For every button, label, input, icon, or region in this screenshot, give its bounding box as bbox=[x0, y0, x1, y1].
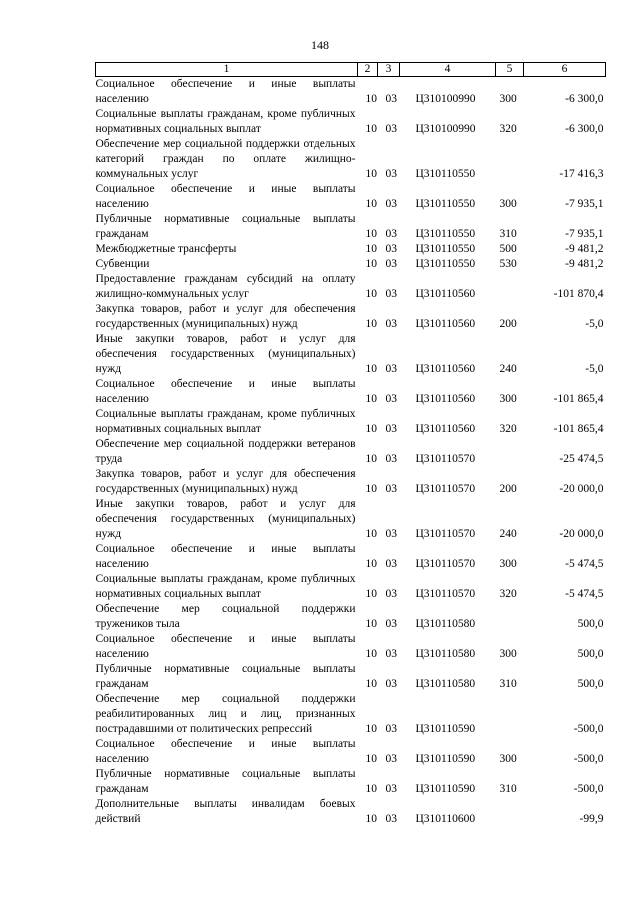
target-article-cell: Ц310110590 bbox=[415, 783, 476, 795]
expense-type-cell: 300 bbox=[499, 198, 517, 210]
row-name-cell: Социальные выплаты гражданам, кроме публичных нормативных социальных выплат bbox=[95, 108, 356, 135]
expense-type-cell bbox=[496, 602, 524, 632]
target-article-cell: Ц310110550 bbox=[415, 228, 476, 240]
subsection-code-cell: 03 bbox=[385, 528, 397, 540]
section-code-cell: 10 bbox=[365, 783, 377, 795]
table-row bbox=[96, 467, 606, 497]
row-name-cell: Межбюджетные трансферты bbox=[95, 243, 237, 255]
subsection-code-cell: 03 bbox=[385, 678, 397, 690]
expense-type-cell bbox=[496, 797, 524, 827]
target-article-cell: Ц310100990 bbox=[415, 93, 476, 105]
expense-type-cell bbox=[496, 437, 524, 467]
amount-cell: -9 481,2 bbox=[565, 243, 604, 255]
expense-type-cell: 320 bbox=[499, 123, 517, 135]
table-row bbox=[96, 437, 606, 467]
row-name-cell: Публичные нормативные социальные выплаты гражданам bbox=[95, 213, 356, 240]
target-article-cell: Ц310110570 bbox=[415, 558, 476, 570]
amount-cell: -6 300,0 bbox=[565, 93, 604, 105]
section-code-cell: 10 bbox=[365, 198, 377, 210]
amount-cell: -6 300,0 bbox=[565, 123, 604, 135]
amount-cell: -9 481,2 bbox=[565, 258, 604, 270]
table-body bbox=[96, 77, 606, 828]
expense-type-cell: 300 bbox=[499, 93, 517, 105]
table-row bbox=[96, 407, 606, 437]
target-article-cell: Ц310110560 bbox=[415, 363, 476, 375]
column-header-4: 4 bbox=[400, 63, 496, 77]
expense-type-cell: 200 bbox=[499, 318, 517, 330]
row-name-cell: Закупка товаров, работ и услуг для обеспечения государственных (муниципальных) нужд bbox=[95, 468, 356, 495]
amount-cell: -101 865,4 bbox=[553, 393, 604, 405]
table-row bbox=[96, 302, 606, 332]
row-name-cell: Обеспечение мер социальной поддержки ветеранов труда bbox=[95, 438, 356, 465]
row-name-cell: Социальное обеспечение и иные выплаты населению bbox=[95, 543, 356, 570]
expense-type-cell: 300 bbox=[499, 393, 517, 405]
amount-cell: -500,0 bbox=[573, 723, 604, 735]
table-row bbox=[96, 737, 606, 767]
amount-cell: 500,0 bbox=[577, 648, 604, 660]
section-code-cell: 10 bbox=[365, 93, 377, 105]
section-code-cell: 10 bbox=[365, 318, 377, 330]
target-article-cell: Ц310110550 bbox=[415, 258, 476, 270]
expense-type-cell: 530 bbox=[499, 258, 517, 270]
expense-type-cell: 310 bbox=[499, 678, 517, 690]
row-name-cell: Социальное обеспечение и иные выплаты населению bbox=[95, 78, 356, 105]
section-code-cell: 10 bbox=[365, 393, 377, 405]
column-header-1: 1 bbox=[96, 63, 358, 77]
subsection-code-cell: 03 bbox=[385, 618, 397, 630]
subsection-code-cell: 03 bbox=[385, 318, 397, 330]
table-row bbox=[96, 212, 606, 242]
section-code-cell: 10 bbox=[365, 288, 377, 300]
amount-cell: -17 416,3 bbox=[559, 168, 604, 180]
amount-cell: -5 474,5 bbox=[565, 558, 604, 570]
budget-table bbox=[95, 62, 606, 827]
section-code-cell: 10 bbox=[365, 423, 377, 435]
expense-type-cell: 200 bbox=[499, 483, 517, 495]
section-code-cell: 10 bbox=[365, 678, 377, 690]
target-article-cell: Ц310100990 bbox=[415, 123, 476, 135]
subsection-code-cell: 03 bbox=[385, 783, 397, 795]
target-article-cell: Ц310110600 bbox=[415, 813, 476, 825]
expense-type-cell: 300 bbox=[499, 648, 517, 660]
table-row bbox=[96, 77, 606, 108]
expense-type-cell: 300 bbox=[499, 558, 517, 570]
table-row bbox=[96, 272, 606, 302]
section-code-cell: 10 bbox=[365, 258, 377, 270]
page-number: 148 bbox=[311, 38, 329, 52]
table-header bbox=[96, 63, 606, 77]
amount-cell: -7 935,1 bbox=[565, 198, 604, 210]
subsection-code-cell: 03 bbox=[385, 393, 397, 405]
table-row bbox=[96, 257, 606, 272]
amount-cell: -101 870,4 bbox=[553, 288, 604, 300]
table-row bbox=[96, 797, 606, 827]
table-row bbox=[96, 377, 606, 407]
section-code-cell: 10 bbox=[365, 483, 377, 495]
subsection-code-cell: 03 bbox=[385, 228, 397, 240]
section-code-cell: 10 bbox=[365, 123, 377, 135]
subsection-code-cell: 03 bbox=[385, 363, 397, 375]
row-name-cell: Предоставление гражданам субсидий на оплату жилищно-коммунальных услуг bbox=[95, 273, 356, 300]
amount-cell: -5,0 bbox=[585, 318, 604, 330]
subsection-code-cell: 03 bbox=[385, 258, 397, 270]
subsection-code-cell: 03 bbox=[385, 423, 397, 435]
section-code-cell: 10 bbox=[365, 813, 377, 825]
target-article-cell: Ц310110560 bbox=[415, 318, 476, 330]
table-row bbox=[96, 572, 606, 602]
expense-type-cell: 320 bbox=[499, 423, 517, 435]
column-header-3: 3 bbox=[378, 63, 400, 77]
row-name-cell: Социальные выплаты гражданам, кроме публичных нормативных социальных выплат bbox=[95, 408, 356, 435]
row-name-cell: Закупка товаров, работ и услуг для обеспечения государственных (муниципальных) нужд bbox=[95, 303, 356, 330]
subsection-code-cell: 03 bbox=[385, 198, 397, 210]
section-code-cell: 10 bbox=[365, 168, 377, 180]
amount-cell: -500,0 bbox=[573, 753, 604, 765]
subsection-code-cell: 03 bbox=[385, 243, 397, 255]
table-row bbox=[96, 242, 606, 257]
expense-type-cell bbox=[496, 692, 524, 737]
row-name-cell: Публичные нормативные социальные выплаты гражданам bbox=[95, 768, 356, 795]
amount-cell: -99,9 bbox=[579, 813, 604, 825]
subsection-code-cell: 03 bbox=[385, 93, 397, 105]
subsection-code-cell: 03 bbox=[385, 753, 397, 765]
row-name-cell: Иные закупки товаров, работ и услуг для обеспечения государственных (муниципальных) нужд bbox=[95, 498, 356, 540]
target-article-cell: Ц310110550 bbox=[415, 168, 476, 180]
amount-cell: -20 000,0 bbox=[559, 483, 604, 495]
expense-type-cell: 320 bbox=[499, 588, 517, 600]
subsection-code-cell: 03 bbox=[385, 288, 397, 300]
section-code-cell: 10 bbox=[365, 588, 377, 600]
target-article-cell: Ц310110550 bbox=[415, 243, 476, 255]
row-name-cell: Социальное обеспечение и иные выплаты населению bbox=[95, 183, 356, 210]
subsection-code-cell: 03 bbox=[385, 168, 397, 180]
target-article-cell: Ц310110570 bbox=[415, 528, 476, 540]
row-name-cell: Социальные выплаты гражданам, кроме публичных нормативных социальных выплат bbox=[95, 573, 356, 600]
amount-cell: -5,0 bbox=[585, 363, 604, 375]
section-code-cell: 10 bbox=[365, 228, 377, 240]
row-name-cell: Субвенции bbox=[95, 258, 150, 270]
amount-cell: -101 865,4 bbox=[553, 423, 604, 435]
row-name-cell: Социальное обеспечение и иные выплаты населению bbox=[95, 378, 356, 405]
table-row bbox=[96, 107, 606, 137]
target-article-cell: Ц310110590 bbox=[415, 753, 476, 765]
section-code-cell: 10 bbox=[365, 648, 377, 660]
target-article-cell: Ц310110580 bbox=[415, 648, 476, 660]
table-row bbox=[96, 632, 606, 662]
table-row bbox=[96, 497, 606, 542]
column-header-6: 6 bbox=[524, 63, 606, 77]
section-code-cell: 10 bbox=[365, 528, 377, 540]
subsection-code-cell: 03 bbox=[385, 588, 397, 600]
table-row bbox=[96, 542, 606, 572]
expense-type-cell bbox=[496, 272, 524, 302]
subsection-code-cell: 03 bbox=[385, 813, 397, 825]
row-name-cell: Иные закупки товаров, работ и услуг для обеспечения государственных (муниципальных) нужд bbox=[95, 333, 356, 375]
expense-type-cell: 240 bbox=[499, 528, 517, 540]
subsection-code-cell: 03 bbox=[385, 558, 397, 570]
expense-type-cell: 500 bbox=[499, 243, 517, 255]
expense-type-cell bbox=[496, 137, 524, 182]
row-name-cell: Обеспечение мер социальной поддержки отдельных категорий граждан по оплате жилищно-коммунальных услуг bbox=[95, 138, 356, 180]
section-code-cell: 10 bbox=[365, 753, 377, 765]
row-name-cell: Дополнительные выплаты инвалидам боевых действий bbox=[95, 798, 356, 825]
subsection-code-cell: 03 bbox=[385, 453, 397, 465]
section-code-cell: 10 bbox=[365, 723, 377, 735]
section-code-cell: 10 bbox=[365, 453, 377, 465]
column-header-2: 2 bbox=[358, 63, 378, 77]
expense-type-cell: 300 bbox=[499, 753, 517, 765]
subsection-code-cell: 03 bbox=[385, 648, 397, 660]
amount-cell: 500,0 bbox=[577, 618, 604, 630]
expense-type-cell: 240 bbox=[499, 363, 517, 375]
table-row bbox=[96, 332, 606, 377]
target-article-cell: Ц310110560 bbox=[415, 423, 476, 435]
target-article-cell: Ц310110590 bbox=[415, 723, 476, 735]
table-row bbox=[96, 767, 606, 797]
subsection-code-cell: 03 bbox=[385, 723, 397, 735]
amount-cell: -5 474,5 bbox=[565, 588, 604, 600]
table-row bbox=[96, 182, 606, 212]
row-name-cell: Обеспечение мер социальной поддержки реабилитированных лиц и лиц, признанных пострадавшими от политических репрессий bbox=[95, 693, 356, 735]
target-article-cell: Ц310110580 bbox=[415, 618, 476, 630]
target-article-cell: Ц310110560 bbox=[415, 288, 476, 300]
target-article-cell: Ц310110570 bbox=[415, 588, 476, 600]
table-row bbox=[96, 602, 606, 632]
expense-type-cell: 310 bbox=[499, 783, 517, 795]
section-code-cell: 10 bbox=[365, 243, 377, 255]
row-name-cell: Публичные нормативные социальные выплаты гражданам bbox=[95, 663, 356, 690]
amount-cell: -7 935,1 bbox=[565, 228, 604, 240]
table-row bbox=[96, 137, 606, 182]
row-name-cell: Социальное обеспечение и иные выплаты населению bbox=[95, 738, 356, 765]
target-article-cell: Ц310110560 bbox=[415, 393, 476, 405]
column-header-5: 5 bbox=[496, 63, 524, 77]
table-row bbox=[96, 692, 606, 737]
amount-cell: -500,0 bbox=[573, 783, 604, 795]
amount-cell: -25 474,5 bbox=[559, 453, 604, 465]
subsection-code-cell: 03 bbox=[385, 123, 397, 135]
expense-type-cell: 310 bbox=[499, 228, 517, 240]
section-code-cell: 10 bbox=[365, 558, 377, 570]
target-article-cell: Ц310110550 bbox=[415, 198, 476, 210]
section-code-cell: 10 bbox=[365, 363, 377, 375]
section-code-cell: 10 bbox=[365, 618, 377, 630]
target-article-cell: Ц310110570 bbox=[415, 483, 476, 495]
subsection-code-cell: 03 bbox=[385, 483, 397, 495]
target-article-cell: Ц310110570 bbox=[415, 453, 476, 465]
table-row bbox=[96, 662, 606, 692]
amount-cell: -20 000,0 bbox=[559, 528, 604, 540]
row-name-cell: Социальное обеспечение и иные выплаты населению bbox=[95, 633, 356, 660]
row-name-cell: Обеспечение мер социальной поддержки тружеников тыла bbox=[95, 603, 356, 630]
amount-cell: 500,0 bbox=[577, 678, 604, 690]
target-article-cell: Ц310110580 bbox=[415, 678, 476, 690]
